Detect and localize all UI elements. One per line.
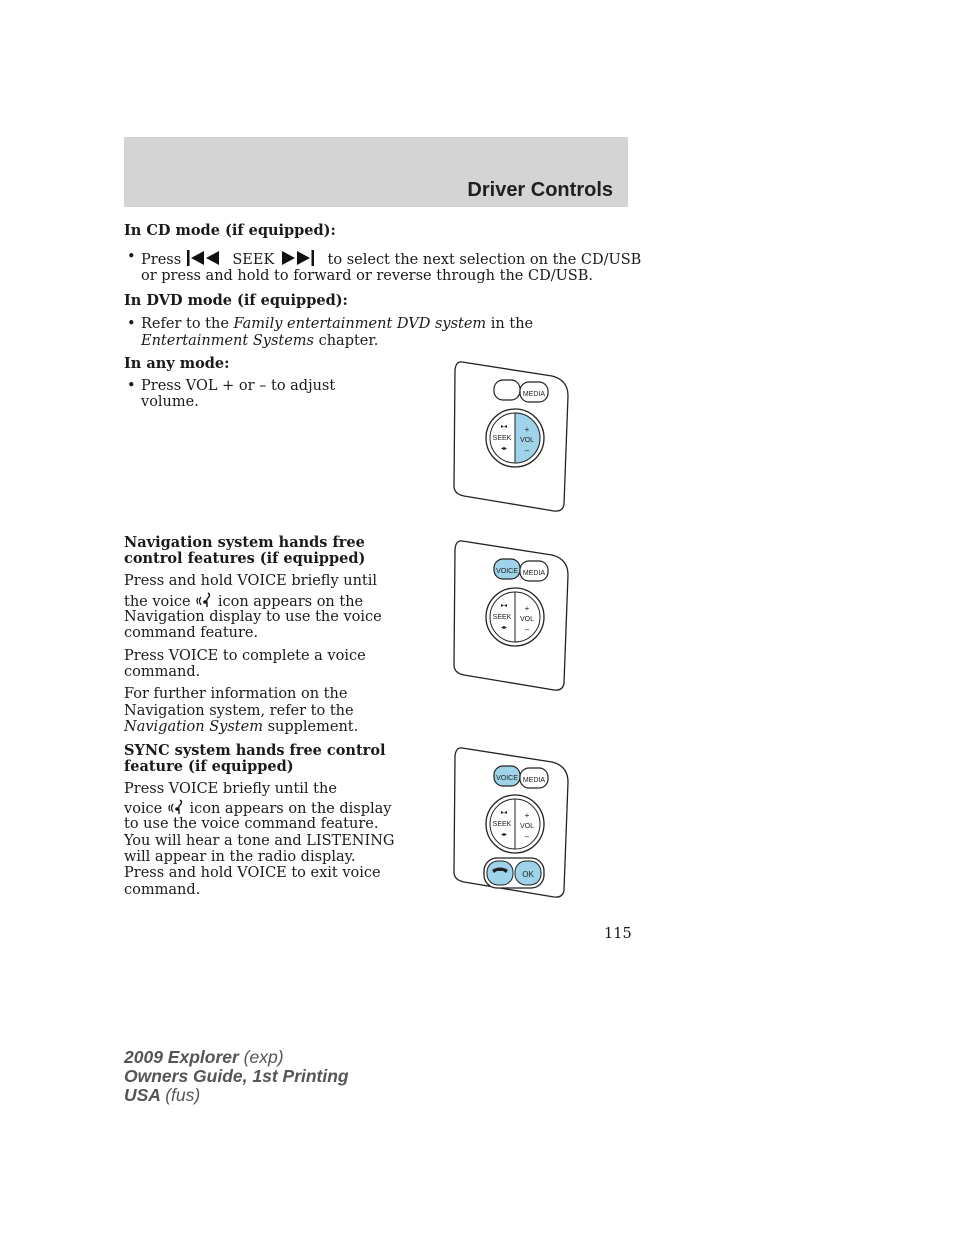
navigation-system-reference: Navigation System <box>124 719 263 735</box>
seek-down-icon: ◂▸ <box>500 446 508 452</box>
footer-line3 <box>124 1086 349 1105</box>
header-band <box>124 137 628 207</box>
dvd-text: chapter. <box>318 333 379 349</box>
cd-mode-line2: or press and hold to forward or reverse through the CD/USB. <box>141 268 593 284</box>
entertainment-systems-reference: Entertainment Systems <box>141 333 314 349</box>
phone-button <box>487 861 513 885</box>
voice-label: VOICE <box>496 568 518 575</box>
dvd-text: in the <box>490 316 534 332</box>
footer-market-code: (fus) <box>165 1085 201 1105</box>
voice-icon <box>195 591 213 609</box>
navigation-text: the voice <box>124 594 191 610</box>
footer-model-code: (exp) <box>243 1047 284 1067</box>
navigation-p3-line1: For further information on the <box>124 686 348 702</box>
navigation-text: supplement. <box>267 719 359 735</box>
blank-button <box>494 380 520 400</box>
seek-label: SEEK <box>492 614 512 621</box>
vol-minus-label: – <box>524 446 530 455</box>
seek-up-icon: ▸◂ <box>500 810 508 816</box>
seek-forward-icon <box>279 249 315 267</box>
navigation-text: icon appears on the <box>217 594 364 610</box>
sync-control-illustration <box>448 744 576 902</box>
vol-label: VOL <box>519 823 535 830</box>
sync-line2 <box>124 798 392 818</box>
navigation-p3-line2: Navigation system, refer to the <box>124 703 354 719</box>
navigation-p1-line1: Press and hold VOICE briefly until <box>124 573 378 589</box>
footer <box>124 1048 349 1105</box>
dvd-mode-line1 <box>141 316 533 333</box>
sync-line6: Press and hold VOICE to exit voice <box>124 865 381 881</box>
footer-model: 2009 Explorer <box>124 1047 239 1067</box>
dvd-mode-line2 <box>141 333 378 350</box>
section-title: Driver Controls <box>467 179 613 201</box>
footer-market: USA <box>124 1085 161 1105</box>
media-label: MEDIA <box>522 570 546 577</box>
sync-heading-line1: SYNC system hands free control <box>124 742 386 759</box>
seek-label: SEEK <box>492 821 512 828</box>
sync-line5: will appear in the radio display. <box>124 849 356 865</box>
bullet: • <box>127 378 136 394</box>
navigation-p1-line2 <box>124 591 363 611</box>
sync-line4: You will hear a tone and LISTENING <box>124 833 395 849</box>
navigation-p1-line3: Navigation display to use the voice <box>124 609 382 625</box>
sync-line7: command. <box>124 882 201 898</box>
vol-minus-label: – <box>524 832 530 841</box>
cd-mode-line1-rest: to select the next selection on the CD/USB <box>327 252 642 268</box>
volume-control-illustration <box>448 358 576 516</box>
vol-plus-label: + <box>524 425 530 434</box>
navigation-heading-line2: control features (if equipped) <box>124 550 366 567</box>
bullet: • <box>127 249 136 265</box>
sync-heading-line2: feature (if equipped) <box>124 758 294 775</box>
vol-plus-label: + <box>524 604 530 613</box>
seek-down-icon: ◂▸ <box>500 832 508 838</box>
bullet: • <box>127 316 136 332</box>
voice-control-illustration <box>448 537 576 695</box>
sync-text: voice <box>124 801 163 817</box>
media-label: MEDIA <box>522 391 546 398</box>
seek-label: SEEK <box>492 435 512 442</box>
voice-icon <box>167 798 185 816</box>
navigation-p1-line4: command feature. <box>124 625 259 641</box>
sync-text: icon appears on the display <box>189 801 392 817</box>
vol-minus-label: – <box>524 625 530 634</box>
navigation-p2-line1: Press VOICE to complete a voice <box>124 648 366 664</box>
navigation-p2-line2: command. <box>124 664 201 680</box>
cd-mode-heading: In CD mode (if equipped): <box>124 222 336 239</box>
vol-plus-label: + <box>524 811 530 820</box>
any-mode-line1: Press VOL + or – to adjust <box>141 378 336 394</box>
media-label: MEDIA <box>522 777 546 784</box>
seek-up-icon: ▸◂ <box>500 603 508 609</box>
navigation-p3-line3 <box>124 719 358 736</box>
press-text: Press <box>141 252 182 268</box>
seek-down-icon: ◂▸ <box>500 625 508 631</box>
footer-line2: Owners Guide, 1st Printing <box>124 1066 349 1086</box>
sync-line3: to use the voice command feature. <box>124 816 379 832</box>
dvd-text: Refer to the <box>141 316 229 332</box>
seek-up-icon: ▸◂ <box>500 424 508 430</box>
any-mode-line2: volume. <box>141 394 199 410</box>
sync-line1: Press VOICE briefly until the <box>124 781 337 797</box>
seek-text: SEEK <box>232 252 275 268</box>
vol-label: VOL <box>519 616 535 623</box>
vol-label: VOL <box>519 437 535 444</box>
any-mode-heading: In any mode: <box>124 355 230 372</box>
dvd-system-reference: Family entertainment DVD system <box>233 316 487 332</box>
footer-line1 <box>124 1048 349 1067</box>
cd-mode-line1 <box>141 249 641 269</box>
seek-back-icon <box>186 249 222 267</box>
page-number: 115 <box>604 926 632 942</box>
voice-label: VOICE <box>496 775 518 782</box>
dvd-mode-heading: In DVD mode (if equipped): <box>124 292 348 309</box>
ok-label: OK <box>522 870 534 879</box>
navigation-heading-line1: Navigation system hands free <box>124 534 365 551</box>
